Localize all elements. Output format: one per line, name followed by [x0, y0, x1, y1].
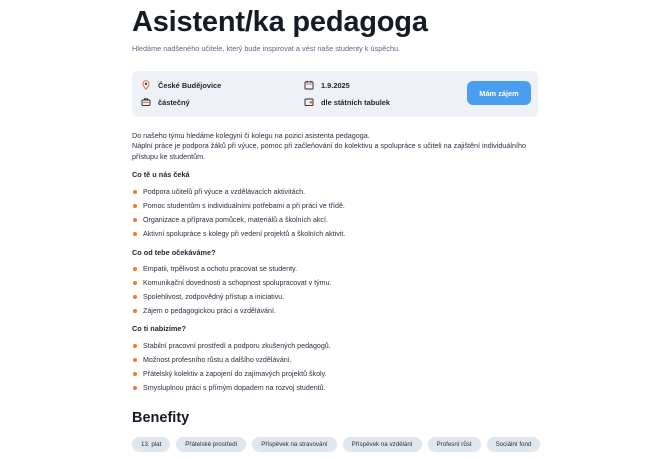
bullet-icon — [133, 218, 137, 222]
list-item: Možnost profesního růstu a dalšího vzdělávání. — [132, 356, 331, 370]
briefcase-icon — [141, 97, 151, 107]
list-offer — [132, 342, 331, 398]
section-heading-offer: Co ti nabízíme? — [132, 324, 186, 333]
list-item: Komunikační dovednosti a schopnost spolupracovat v týmu. — [132, 279, 331, 293]
wallet-icon — [304, 97, 314, 107]
benefit-tag: Příspěvek na stravování — [252, 437, 336, 452]
section-heading-requirements: Co od tebe očekáváme? — [132, 248, 216, 257]
job-description — [132, 131, 540, 162]
bullet-icon — [133, 358, 137, 362]
info-location — [141, 80, 221, 90]
list-requirements — [132, 265, 331, 321]
bullet-icon — [133, 190, 137, 194]
bullet-icon — [133, 267, 137, 271]
map-pin-icon — [141, 80, 151, 90]
bullet-icon — [133, 232, 137, 236]
list-item: Spolehlivost, zodpovědný přístup a iniciativu. — [132, 293, 331, 307]
list-item: Stabilní pracovní prostředí a podporu zkušených pedagogů. — [132, 342, 331, 356]
bullet-icon — [133, 344, 137, 348]
list-expect — [132, 188, 345, 244]
bullet-icon — [133, 204, 137, 208]
list-item: Zájem o pedagogickou práci a vzdělávání. — [132, 307, 331, 321]
list-item: Organizace a příprava pomůcek, materiálů a školních akcí. — [132, 216, 345, 230]
benefits-heading: Benefity — [132, 410, 190, 426]
info-salary-text: dle státních tabulek — [321, 97, 390, 107]
apply-button[interactable]: Mám zájem — [467, 81, 531, 105]
list-item: Aktivní spolupráce s kolegy při vedení projektů a školních aktivit. — [132, 230, 345, 244]
benefit-tag: Profesní růst — [428, 437, 481, 452]
benefit-tag: Přátelské prostředí — [176, 437, 246, 452]
list-item: Přátelský kolektiv a zapojení do zajímavých projektů školy. — [132, 370, 331, 384]
info-start-date — [304, 80, 350, 90]
calendar-icon — [304, 80, 314, 90]
bullet-icon — [133, 281, 137, 285]
bullet-icon — [133, 295, 137, 299]
list-item: Podpora učitelů při výuce a vzdělávacích aktivitách. — [132, 188, 345, 202]
benefit-tag: 13. plat — [132, 437, 170, 452]
page-subtitle: Hledáme nadšeného učitele, který bude inspirovat a vést naše studenty k úspěchu. — [132, 44, 401, 53]
benefit-tag: Sociální fond — [487, 437, 541, 452]
info-employment — [141, 97, 190, 107]
list-item: Smysluplnou práci s přímým dopadem na rozvoj studentů. — [132, 384, 331, 398]
info-location-text: České Budějovice — [158, 80, 222, 90]
info-start-date-text: 1.9.2025 — [321, 80, 350, 90]
benefit-tag: Příspěvek na vzdělání — [343, 437, 422, 452]
bullet-icon — [133, 309, 137, 313]
info-employment-text: částečný — [158, 97, 190, 107]
description-line-2: Náplní práce je podpora žáků při výuce, pomoc při začleňování do kolektivu a spolupráce s učiteli na zajištění individuálního přístupu ke studentům. — [132, 141, 526, 161]
bullet-icon — [133, 386, 137, 390]
list-item: Empatii, trpělivost a ochotu pracovat se studenty. — [132, 265, 331, 279]
section-heading-expect: Co tě u nás čeká — [132, 170, 190, 179]
page-title: Asistent/ka pedagoga — [132, 6, 428, 38]
bullet-icon — [133, 372, 137, 376]
job-info-box — [132, 71, 538, 117]
info-salary — [304, 97, 390, 107]
list-item: Pomoc studentům s individuálními potřebami a při práci ve třídě. — [132, 202, 345, 216]
benefits-tags — [132, 437, 540, 452]
description-line-1: Do našeho týmu hledáme kolegyni či kolegu na pozici asistenta pedagoga. — [132, 131, 370, 140]
